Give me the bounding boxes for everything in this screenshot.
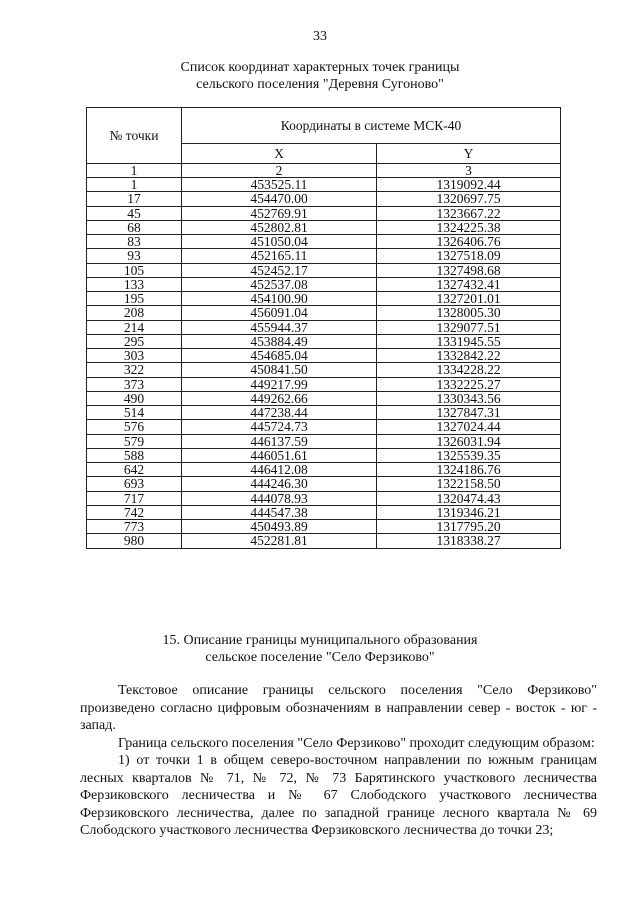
x-coordinate-cell: 445724.73 [182, 420, 377, 434]
point-number-cell: 17 [87, 192, 182, 206]
page-number: 33 [313, 29, 327, 44]
section-heading-line-1: 15. Описание границы муниципального образования [162, 633, 478, 648]
x-coordinate-cell: 446051.61 [182, 448, 377, 462]
x-coordinate-cell: 449217.99 [182, 377, 377, 391]
x-coordinate-cell: 450841.50 [182, 363, 377, 377]
y-coordinate-cell: 1327847.31 [377, 406, 561, 420]
y-coordinate-cell: 1328005.30 [377, 306, 561, 320]
section-heading-line-2: сельское поселение "Село Ферзиково" [205, 650, 435, 665]
y-coordinate-cell: 1326031.94 [377, 434, 561, 448]
table-row [87, 520, 561, 534]
y-coordinate-cell: 1320474.43 [377, 491, 561, 505]
x-coordinate-cell: 446137.59 [182, 434, 377, 448]
table-row [87, 505, 561, 519]
x-coordinate-cell: 452165.11 [182, 249, 377, 263]
point-number-cell: 214 [87, 320, 182, 334]
table-row [87, 306, 561, 320]
x-coordinate-cell: 451050.04 [182, 235, 377, 249]
x-coordinate-cell: 452452.17 [182, 263, 377, 277]
section-heading [100, 632, 540, 666]
y-coordinate-cell: 1322158.50 [377, 477, 561, 491]
table-row [87, 206, 561, 220]
point-number-cell: 1 [87, 178, 182, 192]
column-number: 2 [182, 164, 377, 178]
x-coordinate-cell: 447238.44 [182, 406, 377, 420]
y-coordinate-cell: 1334228.22 [377, 363, 561, 377]
x-coordinate-cell: 453525.11 [182, 178, 377, 192]
x-coordinate-cell: 446412.08 [182, 463, 377, 477]
point-number-cell: 588 [87, 448, 182, 462]
column-numbering-row [87, 164, 561, 178]
y-coordinate-cell: 1327518.09 [377, 249, 561, 263]
table-row [87, 420, 561, 434]
table-row [87, 349, 561, 363]
point-number-cell: 322 [87, 363, 182, 377]
table-row [87, 363, 561, 377]
y-coordinate-cell: 1319346.21 [377, 505, 561, 519]
point-number-cell: 133 [87, 277, 182, 291]
y-coordinate-cell: 1317795.20 [377, 520, 561, 534]
header-point-number: № точки [87, 108, 182, 164]
y-coordinate-cell: 1330343.56 [377, 391, 561, 405]
coordinates-table-body [87, 178, 561, 549]
table-title [100, 59, 540, 93]
point-number-cell: 68 [87, 220, 182, 234]
table-title-line-1: Список координат характерных точек границы [180, 60, 460, 75]
table-row [87, 377, 561, 391]
y-coordinate-cell: 1323667.22 [377, 206, 561, 220]
point-number-cell: 45 [87, 206, 182, 220]
y-coordinate-cell: 1332842.22 [377, 349, 561, 363]
x-coordinate-cell: 449262.66 [182, 391, 377, 405]
table-row [87, 534, 561, 548]
point-number-cell: 83 [87, 235, 182, 249]
point-number-cell: 717 [87, 491, 182, 505]
table-row [87, 334, 561, 348]
paragraph-intro: Текстовое описание границы сельского поселения "Село Ферзиково" произведено согласно цифровым обозначениям в направлении север - восток - юг - запад. [80, 683, 597, 733]
y-coordinate-cell: 1326406.76 [377, 235, 561, 249]
point-number-cell: 579 [87, 434, 182, 448]
table-row [87, 220, 561, 234]
x-coordinate-cell: 452537.08 [182, 277, 377, 291]
point-number-cell: 490 [87, 391, 182, 405]
coordinates-table [86, 107, 561, 549]
table-row [87, 477, 561, 491]
table-row [87, 448, 561, 462]
point-number-cell: 773 [87, 520, 182, 534]
header-x: X [182, 144, 377, 164]
table-row [87, 178, 561, 192]
table-row [87, 406, 561, 420]
x-coordinate-cell: 454100.90 [182, 292, 377, 306]
table-row [87, 434, 561, 448]
point-number-cell: 642 [87, 463, 182, 477]
header-y: Y [377, 144, 561, 164]
x-coordinate-cell: 454685.04 [182, 349, 377, 363]
y-coordinate-cell: 1327498.68 [377, 263, 561, 277]
x-coordinate-cell: 454470.00 [182, 192, 377, 206]
table-row [87, 491, 561, 505]
y-coordinate-cell: 1329077.51 [377, 320, 561, 334]
y-coordinate-cell: 1327201.01 [377, 292, 561, 306]
column-number: 1 [87, 164, 182, 178]
point-number-cell: 303 [87, 349, 182, 363]
x-coordinate-cell: 453884.49 [182, 334, 377, 348]
point-number-cell: 93 [87, 249, 182, 263]
table-row [87, 463, 561, 477]
y-coordinate-cell: 1332225.27 [377, 377, 561, 391]
point-number-cell: 576 [87, 420, 182, 434]
x-coordinate-cell: 455944.37 [182, 320, 377, 334]
header-coordinate-system: Координаты в системе МСК-40 [182, 108, 561, 144]
point-number-cell: 373 [87, 377, 182, 391]
column-number: 3 [377, 164, 561, 178]
x-coordinate-cell: 444547.38 [182, 505, 377, 519]
y-coordinate-cell: 1325539.35 [377, 448, 561, 462]
point-number-cell: 105 [87, 263, 182, 277]
paragraph-segment-1: 1) от точки 1 в общем северо-восточном направлении по южным границам лесных кварталов № 71, № 72, № 73 Барятинского участкового лесничества Ферзиковского лесничества и № 67 Слободского участкового лесничества Ферзиковского лесничества, далее по западной границе лесного квартала № 69 Слободского участкового лесничества Ферзиковского лесничества до точки 23; [80, 753, 597, 838]
point-number-cell: 693 [87, 477, 182, 491]
table-row [87, 292, 561, 306]
x-coordinate-cell: 444246.30 [182, 477, 377, 491]
x-coordinate-cell: 452769.91 [182, 206, 377, 220]
table-row [87, 192, 561, 206]
table-row [87, 277, 561, 291]
table-row [87, 320, 561, 334]
y-coordinate-cell: 1324225.38 [377, 220, 561, 234]
y-coordinate-cell: 1327024.44 [377, 420, 561, 434]
table-row [87, 391, 561, 405]
y-coordinate-cell: 1320697.75 [377, 192, 561, 206]
point-number-cell: 295 [87, 334, 182, 348]
x-coordinate-cell: 456091.04 [182, 306, 377, 320]
paragraph-boundary-lead: Граница сельского поселения "Село Ферзиково" проходит следующим образом: [118, 735, 595, 751]
y-coordinate-cell: 1319092.44 [377, 178, 561, 192]
point-number-cell: 980 [87, 534, 182, 548]
y-coordinate-cell: 1324186.76 [377, 463, 561, 477]
x-coordinate-cell: 450493.89 [182, 520, 377, 534]
point-number-cell: 514 [87, 406, 182, 420]
boundary-description [80, 682, 597, 840]
point-number-cell: 195 [87, 292, 182, 306]
point-number-cell: 208 [87, 306, 182, 320]
y-coordinate-cell: 1331945.55 [377, 334, 561, 348]
y-coordinate-cell: 1327432.41 [377, 277, 561, 291]
x-coordinate-cell: 444078.93 [182, 491, 377, 505]
x-coordinate-cell: 452281.81 [182, 534, 377, 548]
table-row [87, 235, 561, 249]
x-coordinate-cell: 452802.81 [182, 220, 377, 234]
y-coordinate-cell: 1318338.27 [377, 534, 561, 548]
point-number-cell: 742 [87, 505, 182, 519]
table-row [87, 263, 561, 277]
table-row [87, 249, 561, 263]
table-title-line-2: сельского поселения "Деревня Сугоново" [196, 77, 444, 92]
